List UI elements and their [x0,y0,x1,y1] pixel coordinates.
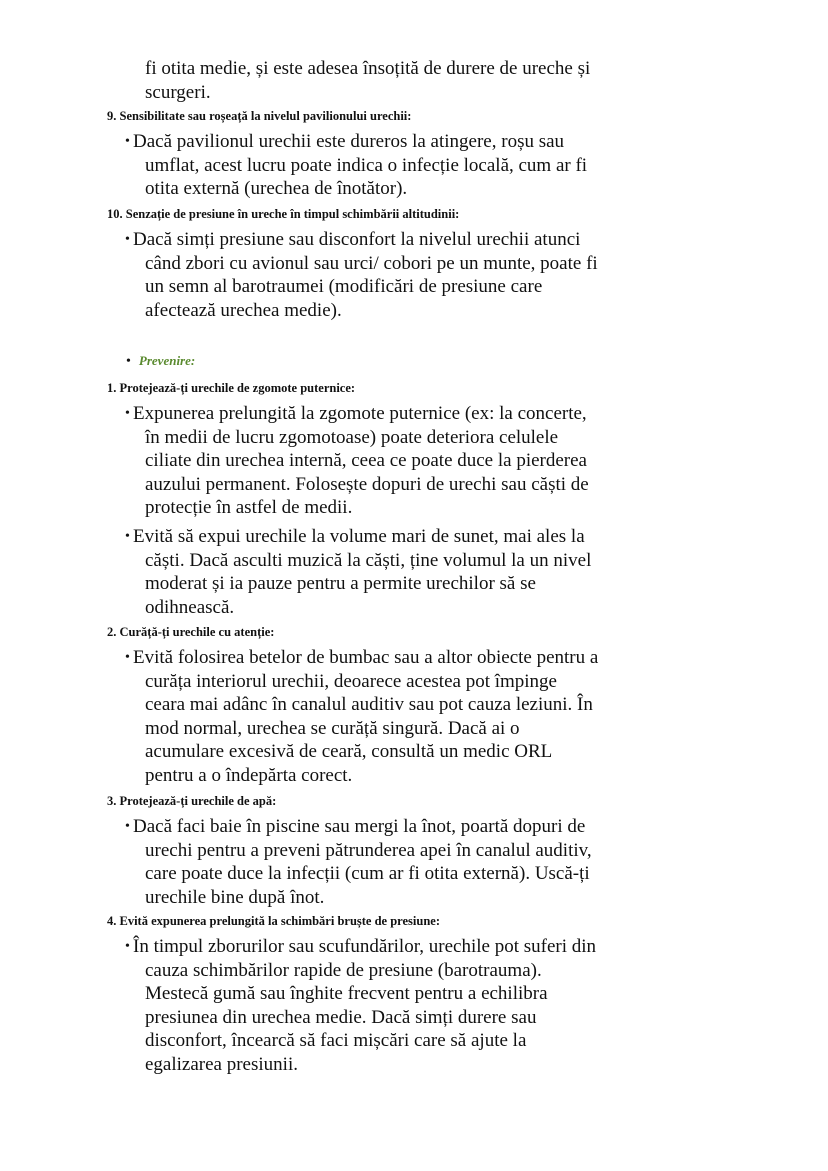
bullet-icon: • [125,134,130,149]
text-line [125,402,589,426]
text-line [125,228,598,252]
text-line: odihnească. [145,596,235,618]
bullet-icon: • [126,354,131,369]
text-span: Dacă faci baie în piscine sau mergi la înot, poartă dopuri de [133,816,586,837]
bullet-item [125,130,587,201]
text-line: care poate duce la infecții (cum ar fi otita externă). Uscă-ți [145,863,590,885]
continuation-paragraph [145,57,590,104]
text-line: moderat și ia pauze pentru a permite urechilor să se [145,573,536,595]
bullet-icon: • [125,939,130,954]
text-line: acumulare excesivă de ceară, consultă un medic ORL [145,741,553,763]
text-line: fi otita medie, și este adesea însoțită de durere de ureche și [145,58,591,79]
bullet-item [125,525,591,619]
text-line: umflat, acest lucru poate indica o infecție locală, cum ar fi [145,154,588,176]
text-line: protecție în astfel de medii. [145,497,353,519]
bullet-icon: • [125,819,130,834]
text-line [125,935,596,959]
text-line: mod normal, urechea se curăță singură. Dacă ai o [145,717,520,739]
text-line: cauza schimbărilor rapide de presiune (barotrauma). [145,959,542,981]
bullet-item [125,646,598,788]
text-line: urechi pentru a preveni pătrunderea apei în canalul auditiv, [145,839,592,861]
text-line: otita externă (urechea de înotător). [145,178,408,200]
bullet-item [125,815,592,909]
text-line: urechile bine după înot. [145,886,325,908]
text-line: un semn al barotraumei (modificări de presiune care [145,276,543,298]
text-line: egalizarea presiunii. [145,1053,298,1075]
text-span: Dacă pavilionul urechii este dureros la atingere, roșu sau [133,131,565,152]
text-line: în medii de lucru zgomotoase) poate deteriora celulele [145,426,559,448]
text-span: Expunerea prelungită la zgomote puternice (ex: la concerte, [133,403,587,424]
text-line: ceara mai adânc în canalul auditiv sau pot cauza leziuni. În [145,694,593,716]
text-span: Evită folosirea betelor de bumbac sau a altor obiecte pentru a [133,647,599,668]
text-line [125,646,598,670]
text-line [125,130,587,154]
text-line: auzului permanent. Folosește dopuri de urechi sau căști de [145,473,589,495]
section-heading: 4. Evită expunerea prelungită la schimbări bruște de presiune: [107,914,441,928]
text-span: Dacă simți presiune sau disconfort la nivelul urechii atunci [133,229,581,250]
section-heading: 9. Sensibilitate sau roșeață la nivelul pavilionului urechii: [107,109,412,123]
text-span: Evită să expui urechile la volume mari de sunet, mai ales la [133,526,585,547]
text-line: presiunea din urechea medie. Dacă simți durere sau [145,1006,537,1028]
section-heading: 1. Protejează-ți urechile de zgomote puternice: [107,381,356,395]
bullet-item [125,402,589,520]
bullet-item [125,935,596,1077]
bullet-icon: • [125,650,130,665]
text-line [125,815,592,839]
text-line: disconfort, încearcă să faci mișcări care să ajute la [145,1030,527,1052]
prevention-title [126,352,195,371]
section-heading: 10. Senzație de presiune în ureche în timpul schimbării altitudinii: [107,207,460,221]
text-line: afectează urechea medie). [145,299,342,321]
text-line: ciliate din urechea internă, ceea ce poate duce la pierderea [145,450,587,472]
text-line [125,525,591,549]
text-line: căști. Dacă asculti muzică la căști, ține volumul la un nivel [145,549,592,571]
text-line: scurgeri. [145,81,211,103]
bullet-icon: • [125,232,130,247]
text-span: În timpul zborurilor sau scufundărilor, urechile pot suferi din [133,936,597,957]
bullet-icon: • [125,406,130,421]
section-heading: 3. Protejează-ți urechile de apă: [107,794,277,808]
section-heading: 2. Curăță-ți urechile cu atenție: [107,625,275,639]
prevention-label: Prevenire: [138,353,196,368]
text-line: Mestecă gumă sau înghite frecvent pentru a echilibra [145,983,548,1005]
text-line: curăța interiorul urechii, deoarece acestea pot împinge [145,670,557,692]
text-line: când zbori cu avionul sau urci/ cobori pe un munte, poate fi [145,252,598,274]
bullet-item [125,228,598,322]
bullet-icon: • [125,529,130,544]
text-line: pentru a o îndepărta corect. [145,764,353,786]
